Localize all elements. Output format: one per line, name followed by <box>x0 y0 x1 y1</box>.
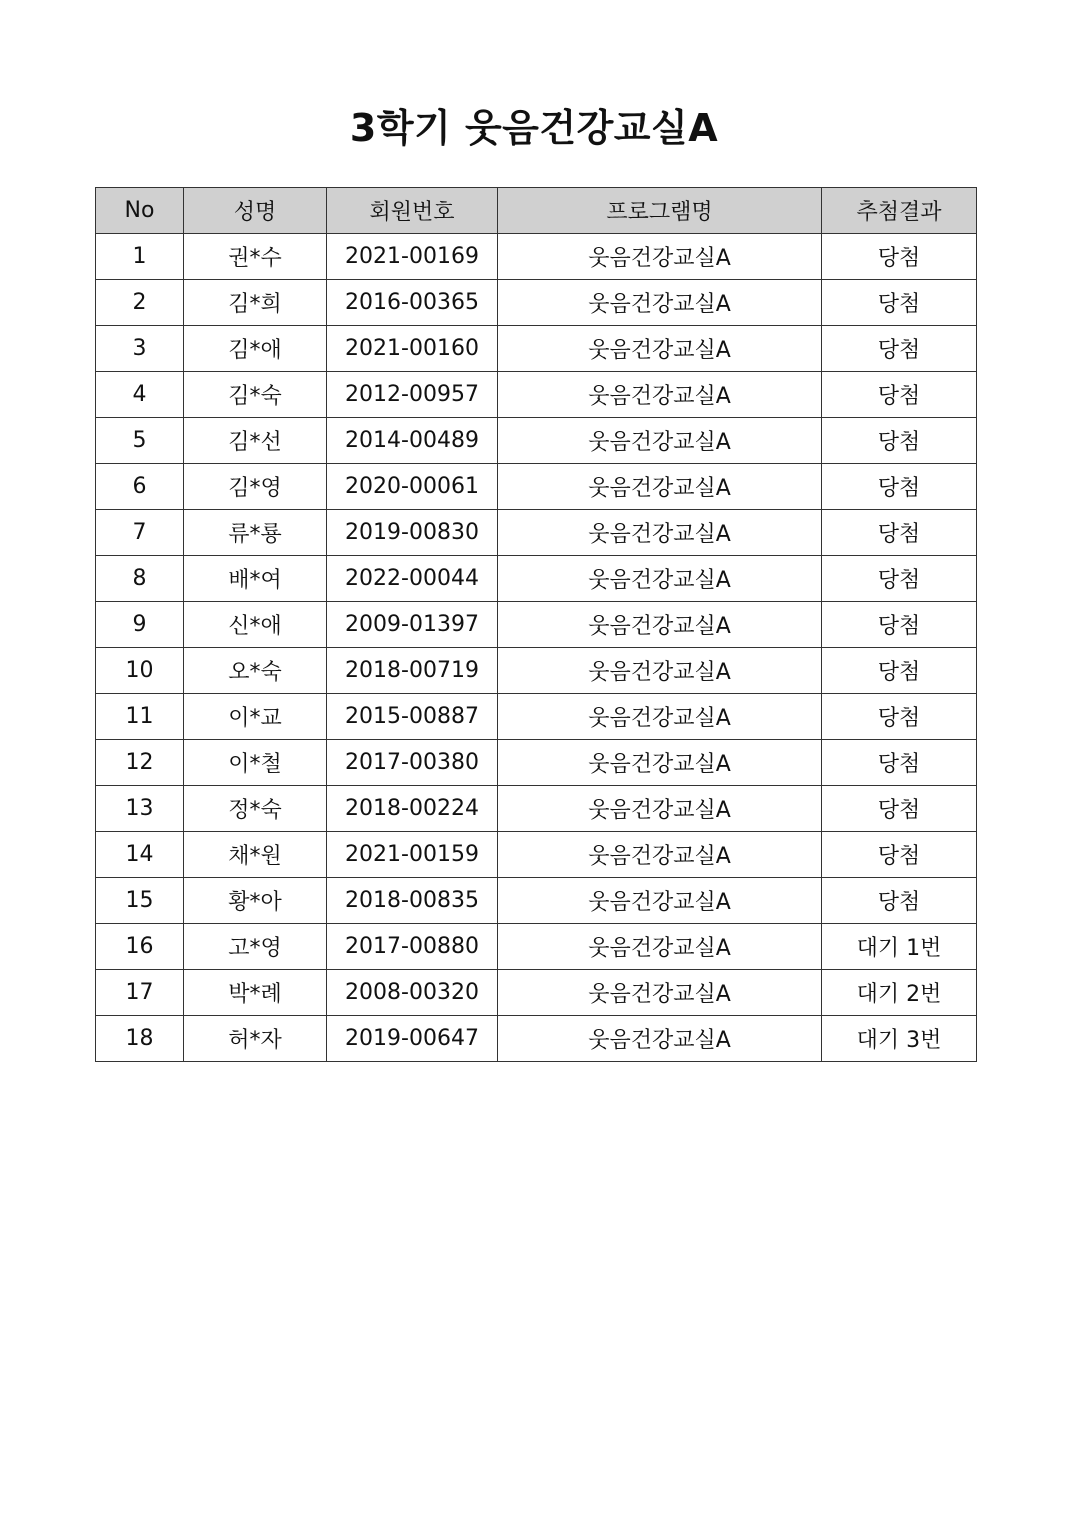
table-row <box>96 602 977 648</box>
cell-member-number: 2017-00380 <box>327 740 498 786</box>
cell-no: 10 <box>96 648 184 694</box>
cell-name: 김*숙 <box>184 372 327 418</box>
table-row <box>96 464 977 510</box>
cell-member-number: 2021-00159 <box>327 832 498 878</box>
cell-name: 신*애 <box>184 602 327 648</box>
cell-member-number: 2019-00647 <box>327 1016 498 1062</box>
cell-lottery-result: 당첨 <box>822 786 977 832</box>
lottery-result-table <box>95 187 977 1062</box>
cell-name: 권*수 <box>184 234 327 280</box>
cell-no: 13 <box>96 786 184 832</box>
cell-member-number: 2021-00169 <box>327 234 498 280</box>
cell-lottery-result: 당첨 <box>822 464 977 510</box>
cell-program-name: 웃음건강교실A <box>498 602 822 648</box>
cell-program-name: 웃음건강교실A <box>498 970 822 1016</box>
cell-program-name: 웃음건강교실A <box>498 694 822 740</box>
cell-lottery-result: 당첨 <box>822 556 977 602</box>
cell-no: 14 <box>96 832 184 878</box>
cell-program-name: 웃음건강교실A <box>498 418 822 464</box>
table-row <box>96 970 977 1016</box>
header-program-name: 프로그램명 <box>498 188 822 234</box>
cell-member-number: 2008-00320 <box>327 970 498 1016</box>
cell-lottery-result: 대기 3번 <box>822 1016 977 1062</box>
cell-lottery-result: 대기 2번 <box>822 970 977 1016</box>
cell-lottery-result: 당첨 <box>822 280 977 326</box>
cell-name: 황*아 <box>184 878 327 924</box>
table-row <box>96 372 977 418</box>
cell-member-number: 2016-00365 <box>327 280 498 326</box>
table-row <box>96 648 977 694</box>
cell-lottery-result: 당첨 <box>822 694 977 740</box>
cell-program-name: 웃음건강교실A <box>498 832 822 878</box>
cell-lottery-result: 당첨 <box>822 372 977 418</box>
cell-no: 9 <box>96 602 184 648</box>
cell-program-name: 웃음건강교실A <box>498 372 822 418</box>
cell-no: 1 <box>96 234 184 280</box>
cell-member-number: 2021-00160 <box>327 326 498 372</box>
cell-program-name: 웃음건강교실A <box>498 556 822 602</box>
page-title: 3학기 웃음건강교실A <box>349 106 719 150</box>
cell-program-name: 웃음건강교실A <box>498 1016 822 1062</box>
header-row <box>96 188 977 234</box>
cell-lottery-result: 대기 1번 <box>822 924 977 970</box>
cell-name: 배*여 <box>184 556 327 602</box>
table-row <box>96 280 977 326</box>
cell-name: 채*원 <box>184 832 327 878</box>
cell-member-number: 2018-00835 <box>327 878 498 924</box>
table-row <box>96 694 977 740</box>
cell-program-name: 웃음건강교실A <box>498 326 822 372</box>
cell-no: 6 <box>96 464 184 510</box>
cell-name: 박*례 <box>184 970 327 1016</box>
cell-program-name: 웃음건강교실A <box>498 510 822 556</box>
table-row <box>96 924 977 970</box>
table-row <box>96 878 977 924</box>
cell-program-name: 웃음건강교실A <box>498 878 822 924</box>
cell-name: 정*숙 <box>184 786 327 832</box>
cell-no: 17 <box>96 970 184 1016</box>
cell-lottery-result: 당첨 <box>822 510 977 556</box>
cell-no: 3 <box>96 326 184 372</box>
cell-no: 18 <box>96 1016 184 1062</box>
header-no: No <box>96 188 184 234</box>
cell-lottery-result: 당첨 <box>822 602 977 648</box>
table-body <box>96 234 977 1062</box>
cell-lottery-result: 당첨 <box>822 234 977 280</box>
cell-no: 12 <box>96 740 184 786</box>
table-row <box>96 832 977 878</box>
cell-name: 김*선 <box>184 418 327 464</box>
cell-member-number: 2015-00887 <box>327 694 498 740</box>
table-row <box>96 1016 977 1062</box>
cell-lottery-result: 당첨 <box>822 418 977 464</box>
cell-program-name: 웃음건강교실A <box>498 924 822 970</box>
header-name: 성명 <box>184 188 327 234</box>
cell-member-number: 2018-00719 <box>327 648 498 694</box>
cell-lottery-result: 당첨 <box>822 648 977 694</box>
cell-lottery-result: 당첨 <box>822 832 977 878</box>
cell-name: 이*교 <box>184 694 327 740</box>
cell-no: 15 <box>96 878 184 924</box>
cell-no: 8 <box>96 556 184 602</box>
cell-member-number: 2022-00044 <box>327 556 498 602</box>
cell-member-number: 2019-00830 <box>327 510 498 556</box>
header-lottery-result: 추첨결과 <box>822 188 977 234</box>
cell-member-number: 2017-00880 <box>327 924 498 970</box>
table-row <box>96 234 977 280</box>
cell-name: 고*영 <box>184 924 327 970</box>
cell-no: 5 <box>96 418 184 464</box>
cell-name: 김*애 <box>184 326 327 372</box>
cell-no: 2 <box>96 280 184 326</box>
cell-program-name: 웃음건강교실A <box>498 234 822 280</box>
cell-name: 김*영 <box>184 464 327 510</box>
cell-name: 김*희 <box>184 280 327 326</box>
cell-member-number: 2018-00224 <box>327 786 498 832</box>
table-row <box>96 418 977 464</box>
cell-program-name: 웃음건강교실A <box>498 280 822 326</box>
cell-name: 류*룡 <box>184 510 327 556</box>
cell-no: 16 <box>96 924 184 970</box>
cell-name: 오*숙 <box>184 648 327 694</box>
cell-program-name: 웃음건강교실A <box>498 786 822 832</box>
table-row <box>96 740 977 786</box>
cell-no: 4 <box>96 372 184 418</box>
header-member-number: 회원번호 <box>327 188 498 234</box>
table-row <box>96 786 977 832</box>
table-row <box>96 556 977 602</box>
cell-program-name: 웃음건강교실A <box>498 464 822 510</box>
cell-member-number: 2012-00957 <box>327 372 498 418</box>
cell-name: 이*철 <box>184 740 327 786</box>
cell-lottery-result: 당첨 <box>822 326 977 372</box>
cell-program-name: 웃음건강교실A <box>498 648 822 694</box>
cell-no: 7 <box>96 510 184 556</box>
cell-member-number: 2020-00061 <box>327 464 498 510</box>
cell-member-number: 2014-00489 <box>327 418 498 464</box>
cell-member-number: 2009-01397 <box>327 602 498 648</box>
cell-lottery-result: 당첨 <box>822 878 977 924</box>
cell-program-name: 웃음건강교실A <box>498 740 822 786</box>
cell-no: 11 <box>96 694 184 740</box>
table-row <box>96 326 977 372</box>
cell-name: 허*자 <box>184 1016 327 1062</box>
cell-lottery-result: 당첨 <box>822 740 977 786</box>
table-row <box>96 510 977 556</box>
